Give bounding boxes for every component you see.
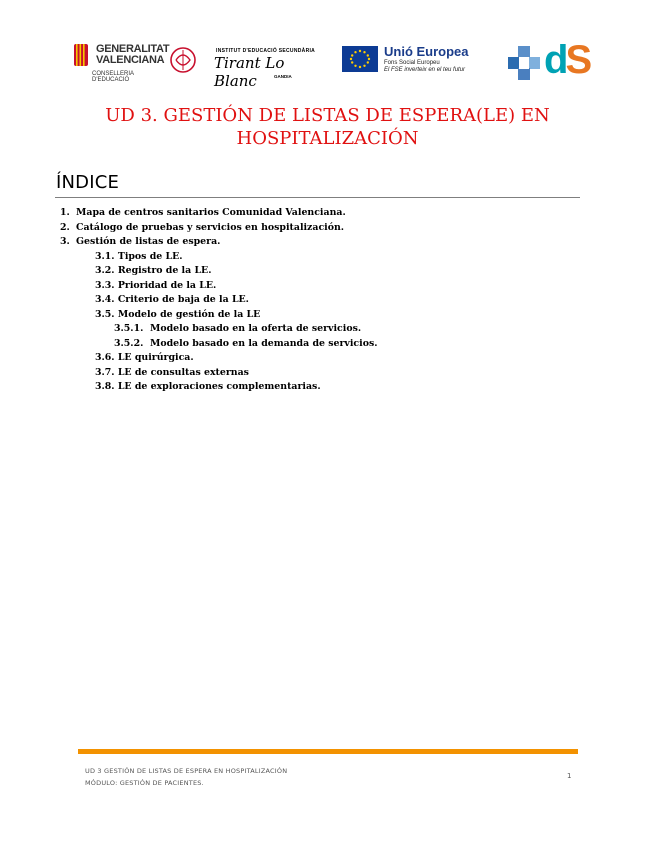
toc-item-label: 3.1. Tipos de LE. (95, 250, 183, 262)
generalitat-logo (74, 40, 170, 86)
ds-logo (508, 40, 588, 86)
toc-item-number: 1. (60, 207, 70, 218)
toc-item (95, 294, 249, 306)
toc-item-label: Modelo basado en la demanda de servicios. (150, 337, 378, 349)
toc-item-label: Mapa de centros sanitarios Comunidad Valenciana. (76, 207, 346, 218)
header-logos (70, 40, 590, 90)
heading-rule (55, 197, 580, 198)
toc-item (60, 236, 220, 248)
toc-item-label: Modelo basado en la oferta de servicios. (150, 323, 362, 334)
footer-unit: UD 3 GESTIÓN DE LISTAS DE ESPERA EN HOSPITALIZACIÓN (85, 767, 288, 775)
toc-item-label: 3.2. Registro de la LE. (95, 265, 212, 276)
toc-item-label: 3.3. Prioridad de la LE. (95, 279, 217, 291)
toc-item (95, 352, 194, 364)
toc-item-label: Catálogo de pruebas y servicios en hospitalización. (76, 221, 345, 233)
page-number: 1 (567, 772, 572, 780)
toc-item (60, 207, 346, 219)
index-heading: ÍNDICE (56, 172, 120, 193)
generalitat-line1: GENERALITAT (96, 43, 170, 55)
toc-item (114, 323, 361, 335)
toc-item-number: 2. (60, 221, 70, 233)
eu-flag-icon (342, 46, 378, 72)
ds-letter-d: d (544, 38, 566, 82)
eu-subtitle: Fons Social Europeu (384, 60, 440, 66)
title-line-2: HOSPITALIZACIÓN (236, 128, 419, 149)
toc-item-label: 3.5. Modelo de gestión de la LE (95, 308, 261, 320)
toc-item-number: 3.5.1. (114, 323, 144, 334)
toc-item-label: 3.6. LE quirúrgica. (95, 352, 194, 363)
toc-item-label: 3.4. Criterio de baja de la LE. (95, 294, 249, 305)
tirant-top-text: INSTITUT D'EDUCACIÓ SECUNDÀRIA (216, 48, 316, 54)
toc-item (114, 338, 378, 350)
tirant-logo (170, 40, 330, 90)
toc-item (60, 222, 344, 234)
title-line-1: UD 3. GESTIÓN DE LISTAS DE ESPERA(LE) EN (105, 105, 550, 126)
generalitat-line2: VALENCIANA (96, 54, 165, 66)
tirant-place: GANDIA (274, 74, 292, 79)
toc-item (95, 367, 249, 379)
toc-item-label: 3.8. LE de exploraciones complementarias. (95, 381, 321, 392)
health-cross-icon (508, 46, 540, 80)
toc-item (95, 381, 321, 393)
toc-item (95, 265, 211, 277)
toc-item-label: 3.7. LE de consultas externas (95, 366, 249, 378)
footer-module: MÓDULO: GESTIÓN DE PACIENTES. (85, 779, 204, 787)
tirant-seal-icon (170, 46, 210, 76)
toc-item-label: Gestión de listas de espera. (76, 236, 221, 247)
toc-item (95, 251, 183, 263)
generalitat-line3: CONSELLERIA D'EDUCACIÓ (92, 71, 134, 83)
generalitat-emblem-icon (74, 44, 90, 72)
toc-item (95, 309, 260, 321)
ds-letters (544, 38, 589, 83)
footer-bar (78, 749, 578, 754)
eu-logo (342, 40, 502, 86)
toc-item (95, 280, 216, 292)
ds-letter-s: S (565, 38, 590, 82)
eu-name: Unió Europea (384, 44, 469, 59)
tirant-name: Tirant Lo Blanc (214, 54, 285, 90)
eu-slogan: El FSE inverteix en el teu futur (384, 67, 466, 73)
toc-item-number: 3.5.2. (114, 337, 144, 349)
toc-item-number: 3. (60, 236, 70, 247)
document-title (60, 104, 595, 150)
